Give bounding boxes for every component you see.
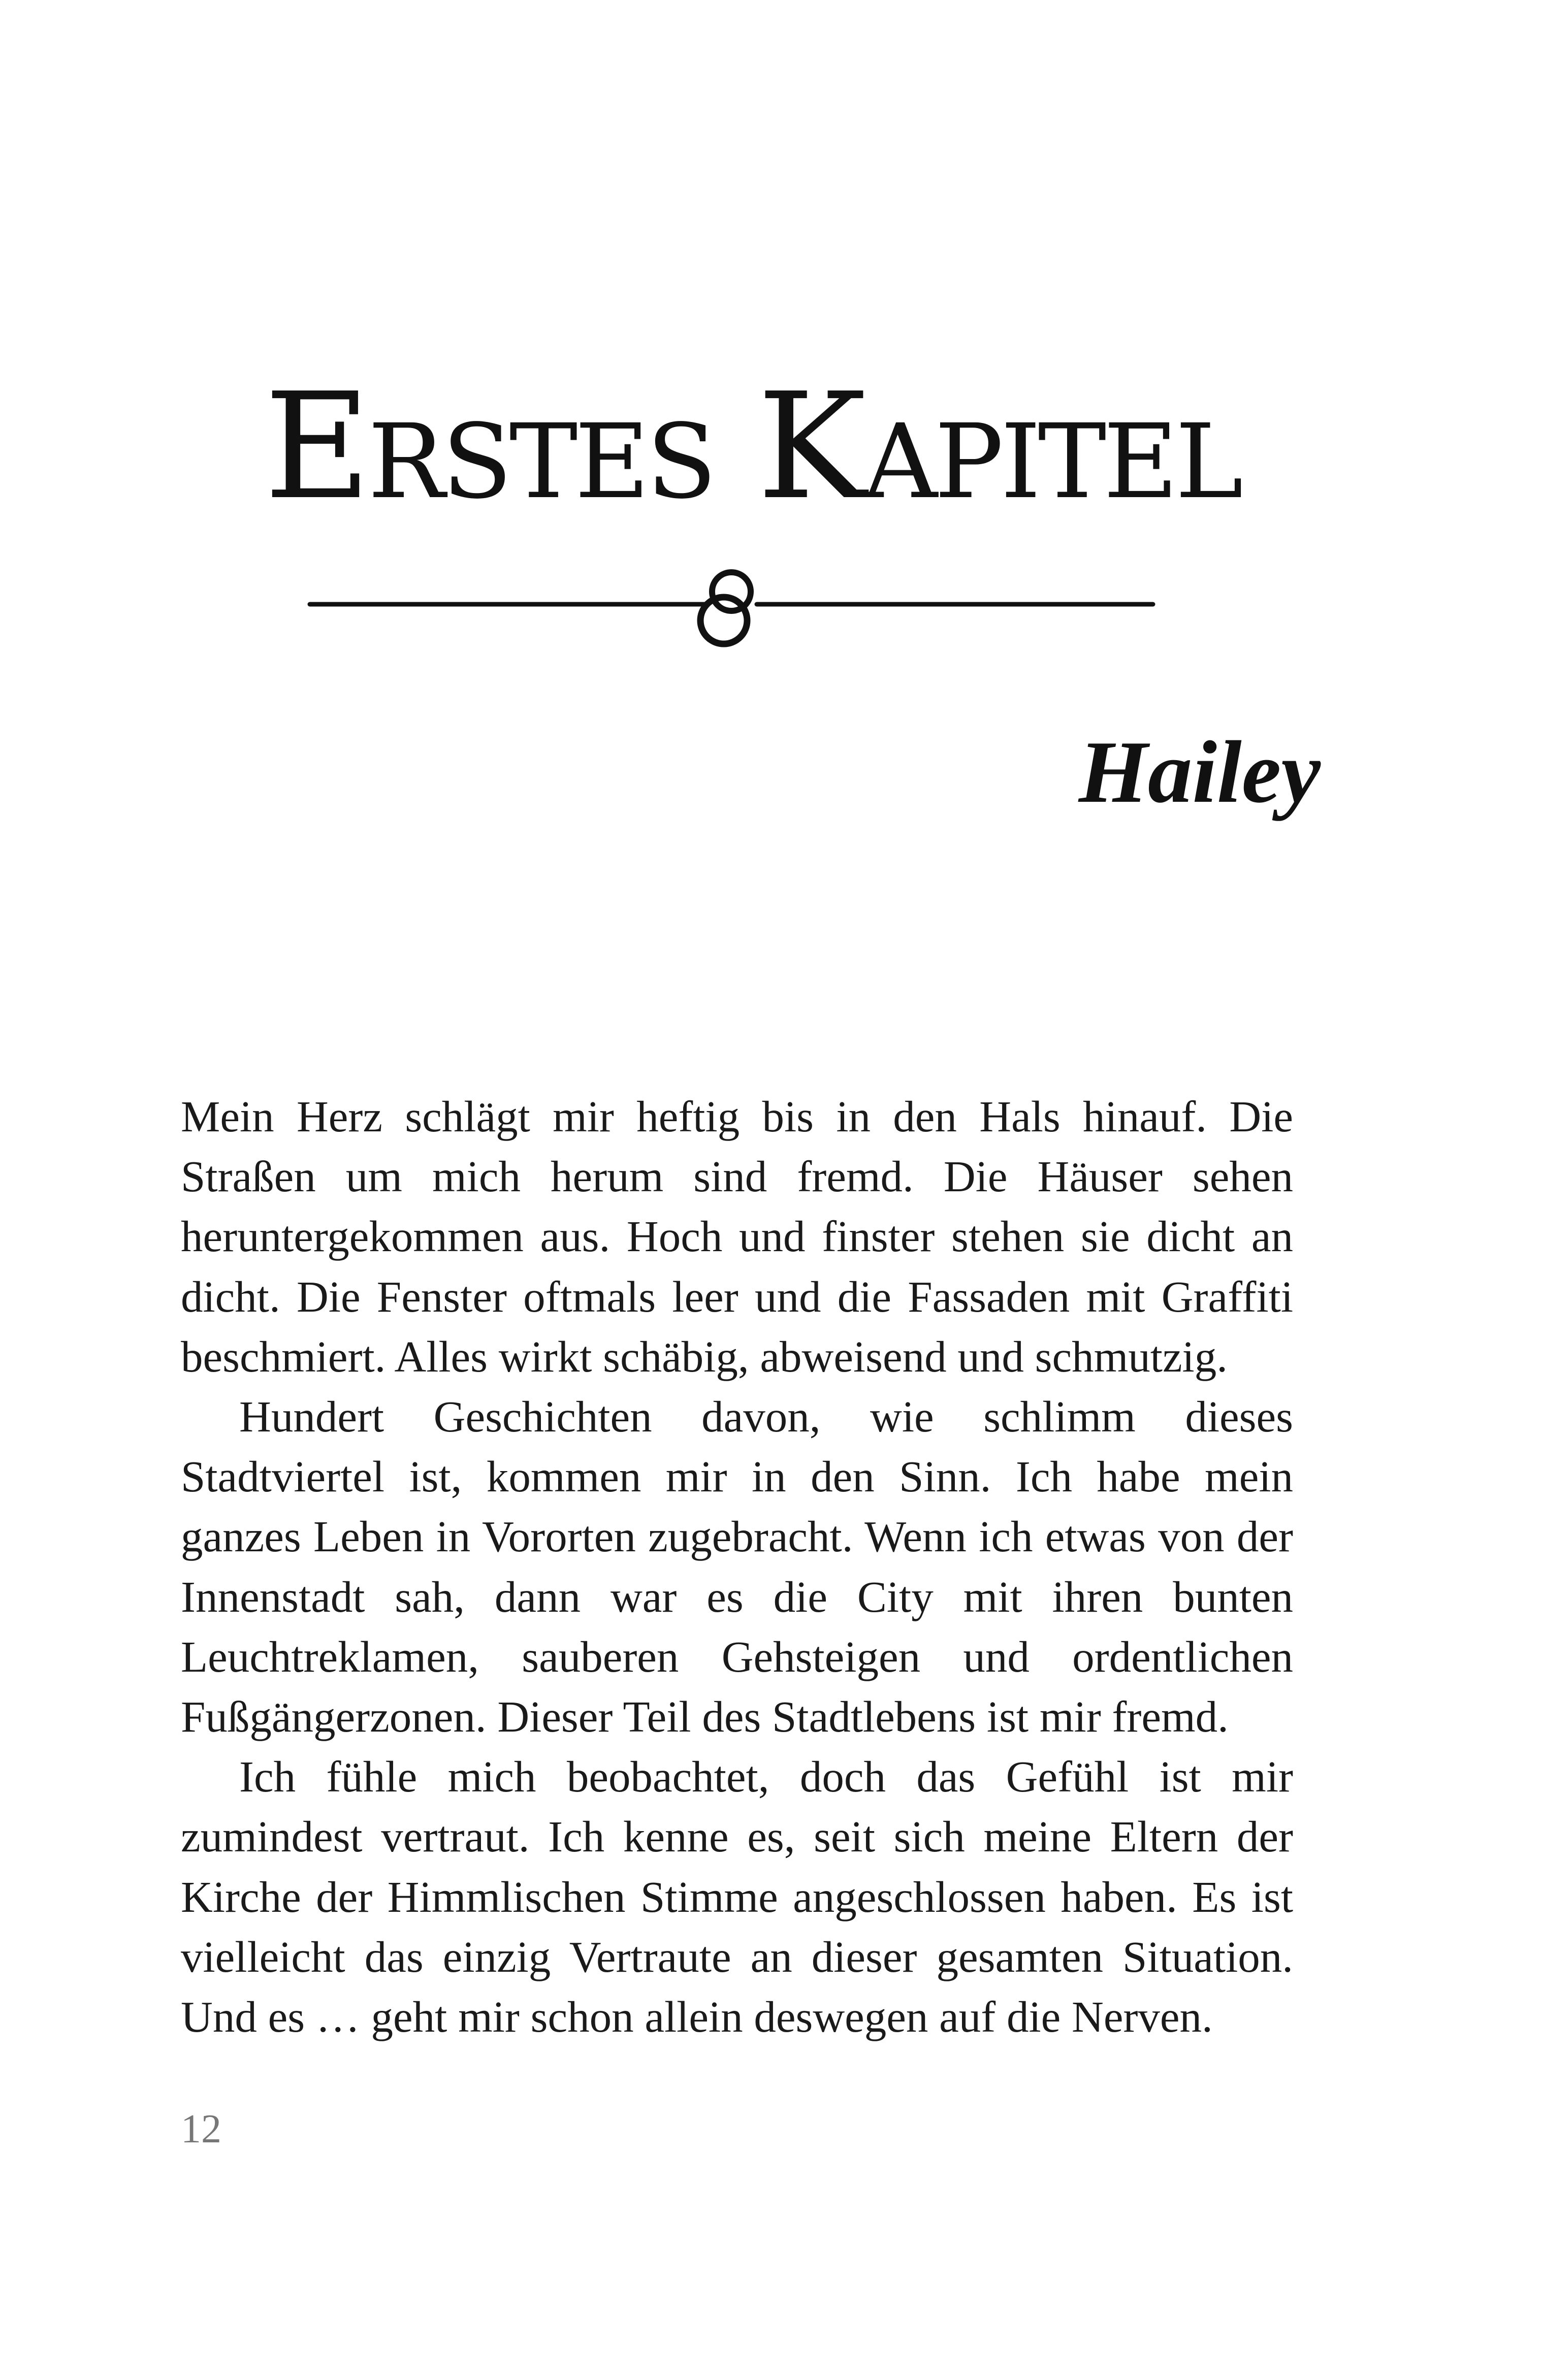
pov-character-name: Hailey xyxy=(1078,723,1321,821)
page-number: 12 xyxy=(181,2107,221,2151)
ornament-divider-icon xyxy=(300,559,1163,660)
paragraph: Mein Herz schlägt mir heftig bis in den Hals hinauf. Die Straßen um mich herum sind fremd. Die Häuser sehen heruntergekommen aus. Hoch und finster stehen sie dicht an dicht. Die Fenster oftmals leer und die Fassaden mit Graffiti beschmiert. Alles wirkt schäbig, abweisend und schmutzig. xyxy=(181,1092,1293,1381)
paragraph: Hundert Geschichten davon, wie schlimm dieses Stadtviertel ist, kommen mir in den Sinn. Ich habe mein ganzes Leben in Vororten zugebracht. Wenn ich etwas von der Innenstadt sah, dann war es die City mit ihren bunten Leuchtreklamen, sauberen Gehsteigen und ordentlichen Fußgängerzonen. Dieser Teil des Stadtlebens ist mir fremd. xyxy=(181,1392,1293,1742)
paragraph: Ich fühle mich beobachtet, doch das Gefühl ist mir zumindest vertraut. Ich kenne es, seit sich meine Eltern der Kirche der Himmlischen Stimme angeschlossen haben. Es ist vielleicht das einzig Vertraute an dieser gesamten Situation. Und es … geht mir schon allein deswegen auf die Nerven. xyxy=(181,1752,1293,2042)
chapter-title: Erstes Kapitel xyxy=(264,362,1240,532)
chapter-body xyxy=(181,1087,1293,2047)
